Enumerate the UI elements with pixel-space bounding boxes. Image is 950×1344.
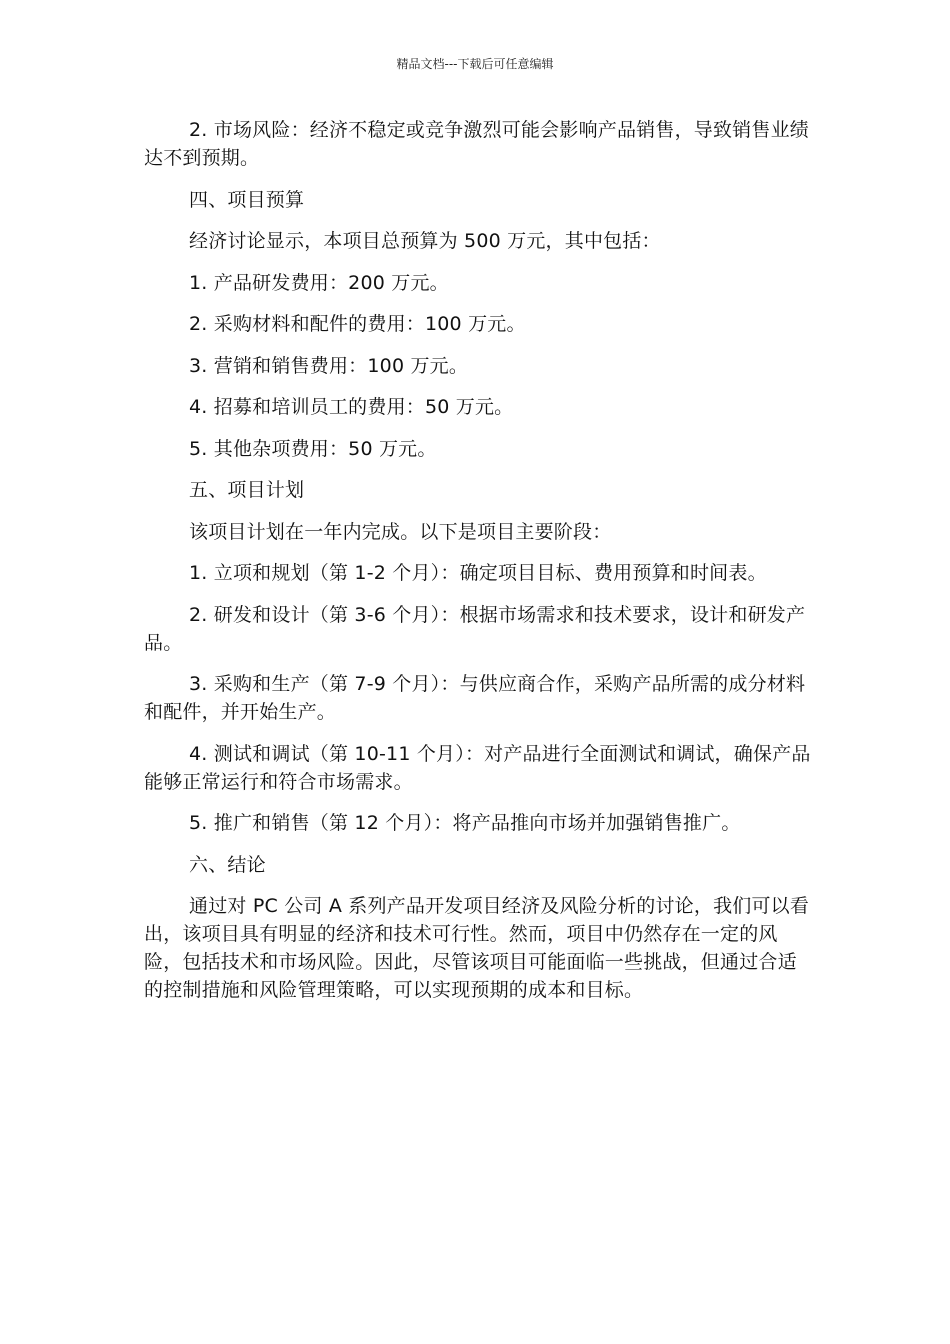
plan-phase: 4. 测试和调试（第 10-11 个月）：对产品进行全面测试和调试，确保产品能够正常运行和符合市场需求。	[144, 742, 811, 793]
plan-phase: 1. 立项和规划（第 1-2 个月）：确定项目目标、费用预算和时间表。	[189, 562, 767, 584]
section-heading-budget: 四、项目预算	[189, 188, 305, 211]
section-heading-plan: 五、项目计划	[189, 479, 305, 501]
paragraph-market-risk: 2. 市场风险：经济不稳定或竞争激烈可能会影响产品销售，导致销售业绩达不到预期。	[144, 119, 809, 169]
paragraph-conclusion: 通过对 PC 公司 A 系列产品开发项目经济及风险分析的讨论，我们可以看出，该项目具有明显的经济和技术可行性。然而，项目中仍然存在一定的风险，包括技术和市场风险。因此，尽管该项目可能面临一些挑战，但通过合适的控制措施和风险管理策略，可以实现预期的成本和目标。	[144, 895, 810, 1001]
budget-item: 1. 产品研发费用：200 万元。	[189, 271, 449, 294]
budget-item: 3. 营销和销售费用：100 万元。	[189, 354, 469, 377]
document-body	[144, 116, 814, 1018]
paragraph-budget-intro: 经济讨论显示，本项目总预算为 500 万元，其中包括：	[189, 230, 661, 252]
plan-phase: 3. 采购和生产（第 7-9 个月）：与供应商合作，采购产品所需的成分材料和配件，并开始生产。	[144, 673, 806, 723]
budget-item: 4. 招募和培训员工的费用：50 万元。	[189, 396, 514, 418]
plan-phase: 2. 研发和设计（第 3-6 个月）：根据市场需求和技术要求，设计和研发产品。	[144, 603, 806, 654]
page-header: 精品文档---下载后可任意编辑	[396, 57, 554, 71]
budget-item: 2. 采购材料和配件的费用：100 万元。	[189, 313, 526, 335]
paragraph-plan-intro: 该项目计划在一年内完成。以下是项目主要阶段：	[189, 520, 612, 543]
plan-phase: 5. 推广和销售（第 12 个月）：将产品推向市场并加强销售推广。	[189, 812, 741, 834]
budget-item: 5. 其他杂项费用：50 万元。	[189, 437, 437, 460]
section-heading-conclusion: 六、结论	[189, 853, 266, 876]
